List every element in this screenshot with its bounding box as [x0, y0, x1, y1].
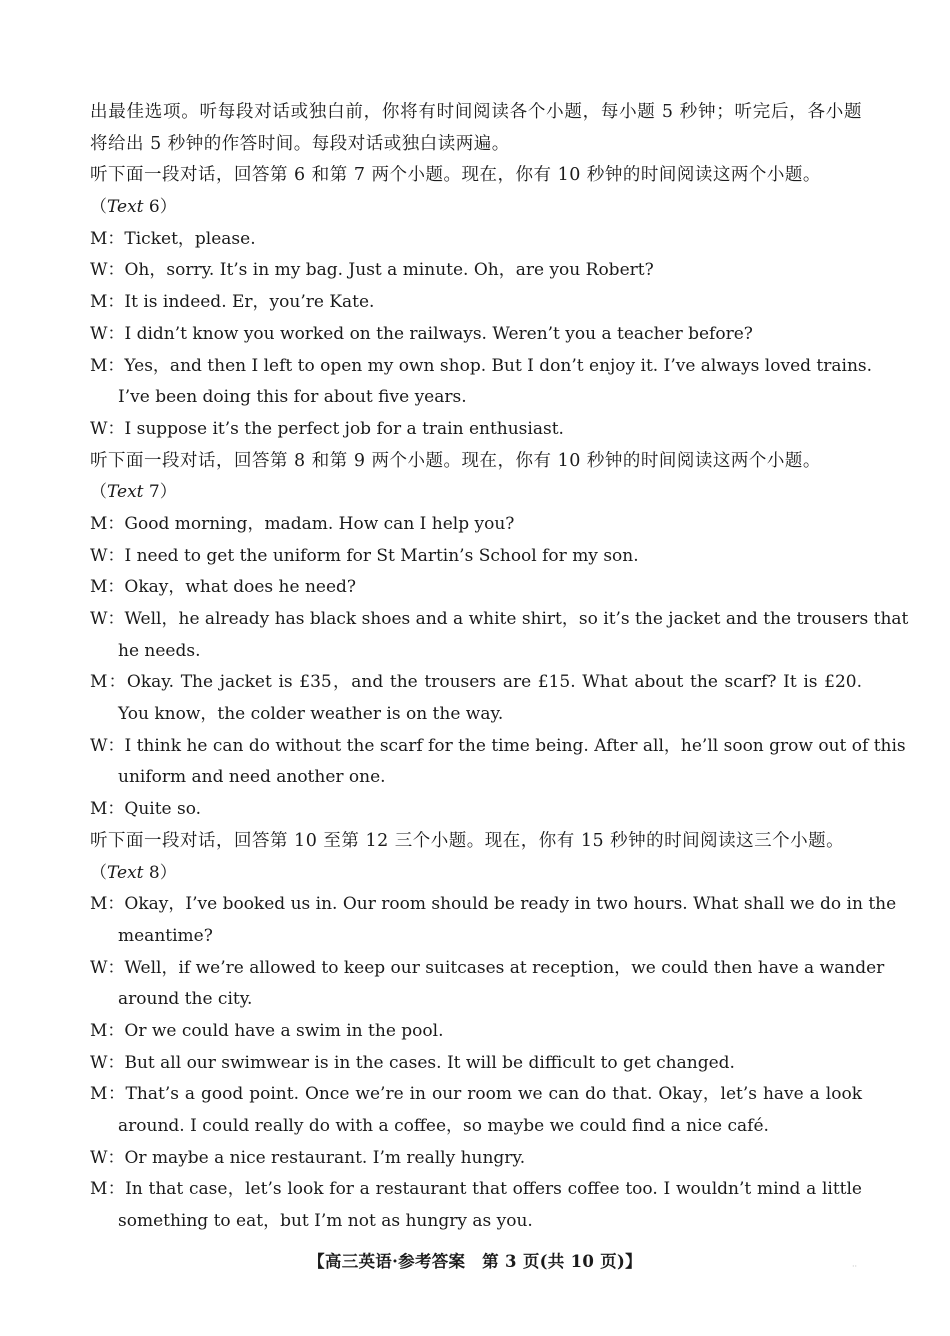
document-body — [90, 97, 909, 1238]
dialogue-line-cont: I’ve been doing this for about five years. — [118, 387, 467, 408]
instruction-8-9: 听下面一段对话，回答第 8 和第 9 两个小题。现在，你有 10 秒钟的时间阅读这两个小题。 — [90, 450, 821, 471]
dialogue-line-cont: something to eat，but I’m not as hungry as you. — [118, 1211, 533, 1232]
dialogue-line: W：Oh，sorry. It’s in my bag. Just a minute. Oh，are you Robert? — [90, 260, 654, 281]
dialogue-line: W：I suppose it’s the perfect job for a train enthusiast. — [90, 418, 564, 439]
dialogue-line: M：Okay，what does he need? — [90, 577, 357, 598]
dialogue-line: M：That’s a good point. Once we’re in our room we can do that. Okay，let’s have a look — [90, 1084, 862, 1105]
instruction-6-7: 听下面一段对话，回答第 6 和第 7 两个小题。现在，你有 10 秒钟的时间阅读这两个小题。 — [90, 165, 821, 186]
dialogue-line: W：But all our swimwear is in the cases. It will be difficult to get changed. — [90, 1052, 735, 1073]
intro-line-1: 出最佳选项。听每段对话或独白前，你将有时间阅读各个小题，每小题 5 秒钟；听完后，各小题 — [90, 102, 862, 122]
instruction-10-12: 听下面一段对话，回答第 10 至第 12 三个小题。现在，你有 15 秒钟的时间阅读这三个小题。 — [90, 830, 845, 851]
dialogue-line-cont: uniform and need another one. — [118, 767, 386, 788]
dialogue-line: M：It is indeed. Er，you’re Kate. — [90, 292, 375, 313]
dialogue-line-cont: around. I could really do with a coffee，so maybe we could find a nice café. — [118, 1116, 769, 1136]
dialogue-line: W：I need to get the uniform for St Martin’s School for my son. — [90, 545, 639, 566]
page-footer: 【高三英语·参考答案 第 3 页(共 10 页)】 — [308, 1252, 642, 1271]
dialogue-line: M：Okay. The jacket is £35，and the trousers are £15. What about the scarf? It is £20. — [90, 672, 862, 693]
text7-title: （Text 7） — [90, 482, 177, 503]
dialogue-line-cont: meantime? — [118, 925, 213, 946]
dialogue-line-cont: You know，the colder weather is on the way. — [118, 704, 504, 725]
dialogue-line: M：Good morning，madam. How can I help you? — [90, 513, 515, 534]
dialogue-line: M：In that case，let’s look for a restaurant that offers coffee too. I wouldn’t mind a little — [90, 1179, 862, 1200]
text8-title: （Text 8） — [90, 862, 177, 883]
dialogue-line: M：Or we could have a swim in the pool. — [90, 1020, 444, 1041]
dialogue-line: M：Quite so. — [90, 799, 202, 820]
dialogue-line: M：Yes，and then I left to open my own shop. But I don’t enjoy it. I’ve always loved trains. — [90, 355, 873, 376]
dialogue-line: W：I think he can do without the scarf for the time being. After all，he’ll soon grow out of this — [90, 735, 906, 756]
dialogue-line-cont: he needs. — [118, 640, 201, 661]
dialogue-line: W：Or maybe a nice restaurant. I’m really hungry. — [90, 1147, 526, 1168]
dialogue-line: W：Well，if we’re allowed to keep our suitcases at reception，we could then have a wander — [90, 957, 885, 978]
dialogue-line: M：Ticket，please. — [90, 228, 256, 249]
corner-mark: ·· — [852, 1262, 858, 1271]
dialogue-line: W：I didn’t know you worked on the railways. Weren’t you a teacher before? — [90, 323, 753, 344]
dialogue-line-cont: around the city. — [118, 989, 253, 1010]
text6-title: （Text 6） — [90, 197, 177, 218]
dialogue-line: M：Okay，I’ve booked us in. Our room should be ready in two hours. What shall we do in the — [90, 894, 897, 915]
intro-line-2: 将给出 5 秒钟的作答时间。每段对话或独白读两遍。 — [90, 133, 510, 154]
dialogue-line: W：Well，he already has black shoes and a white shirt，so it’s the jacket and the trousers that — [90, 609, 909, 629]
